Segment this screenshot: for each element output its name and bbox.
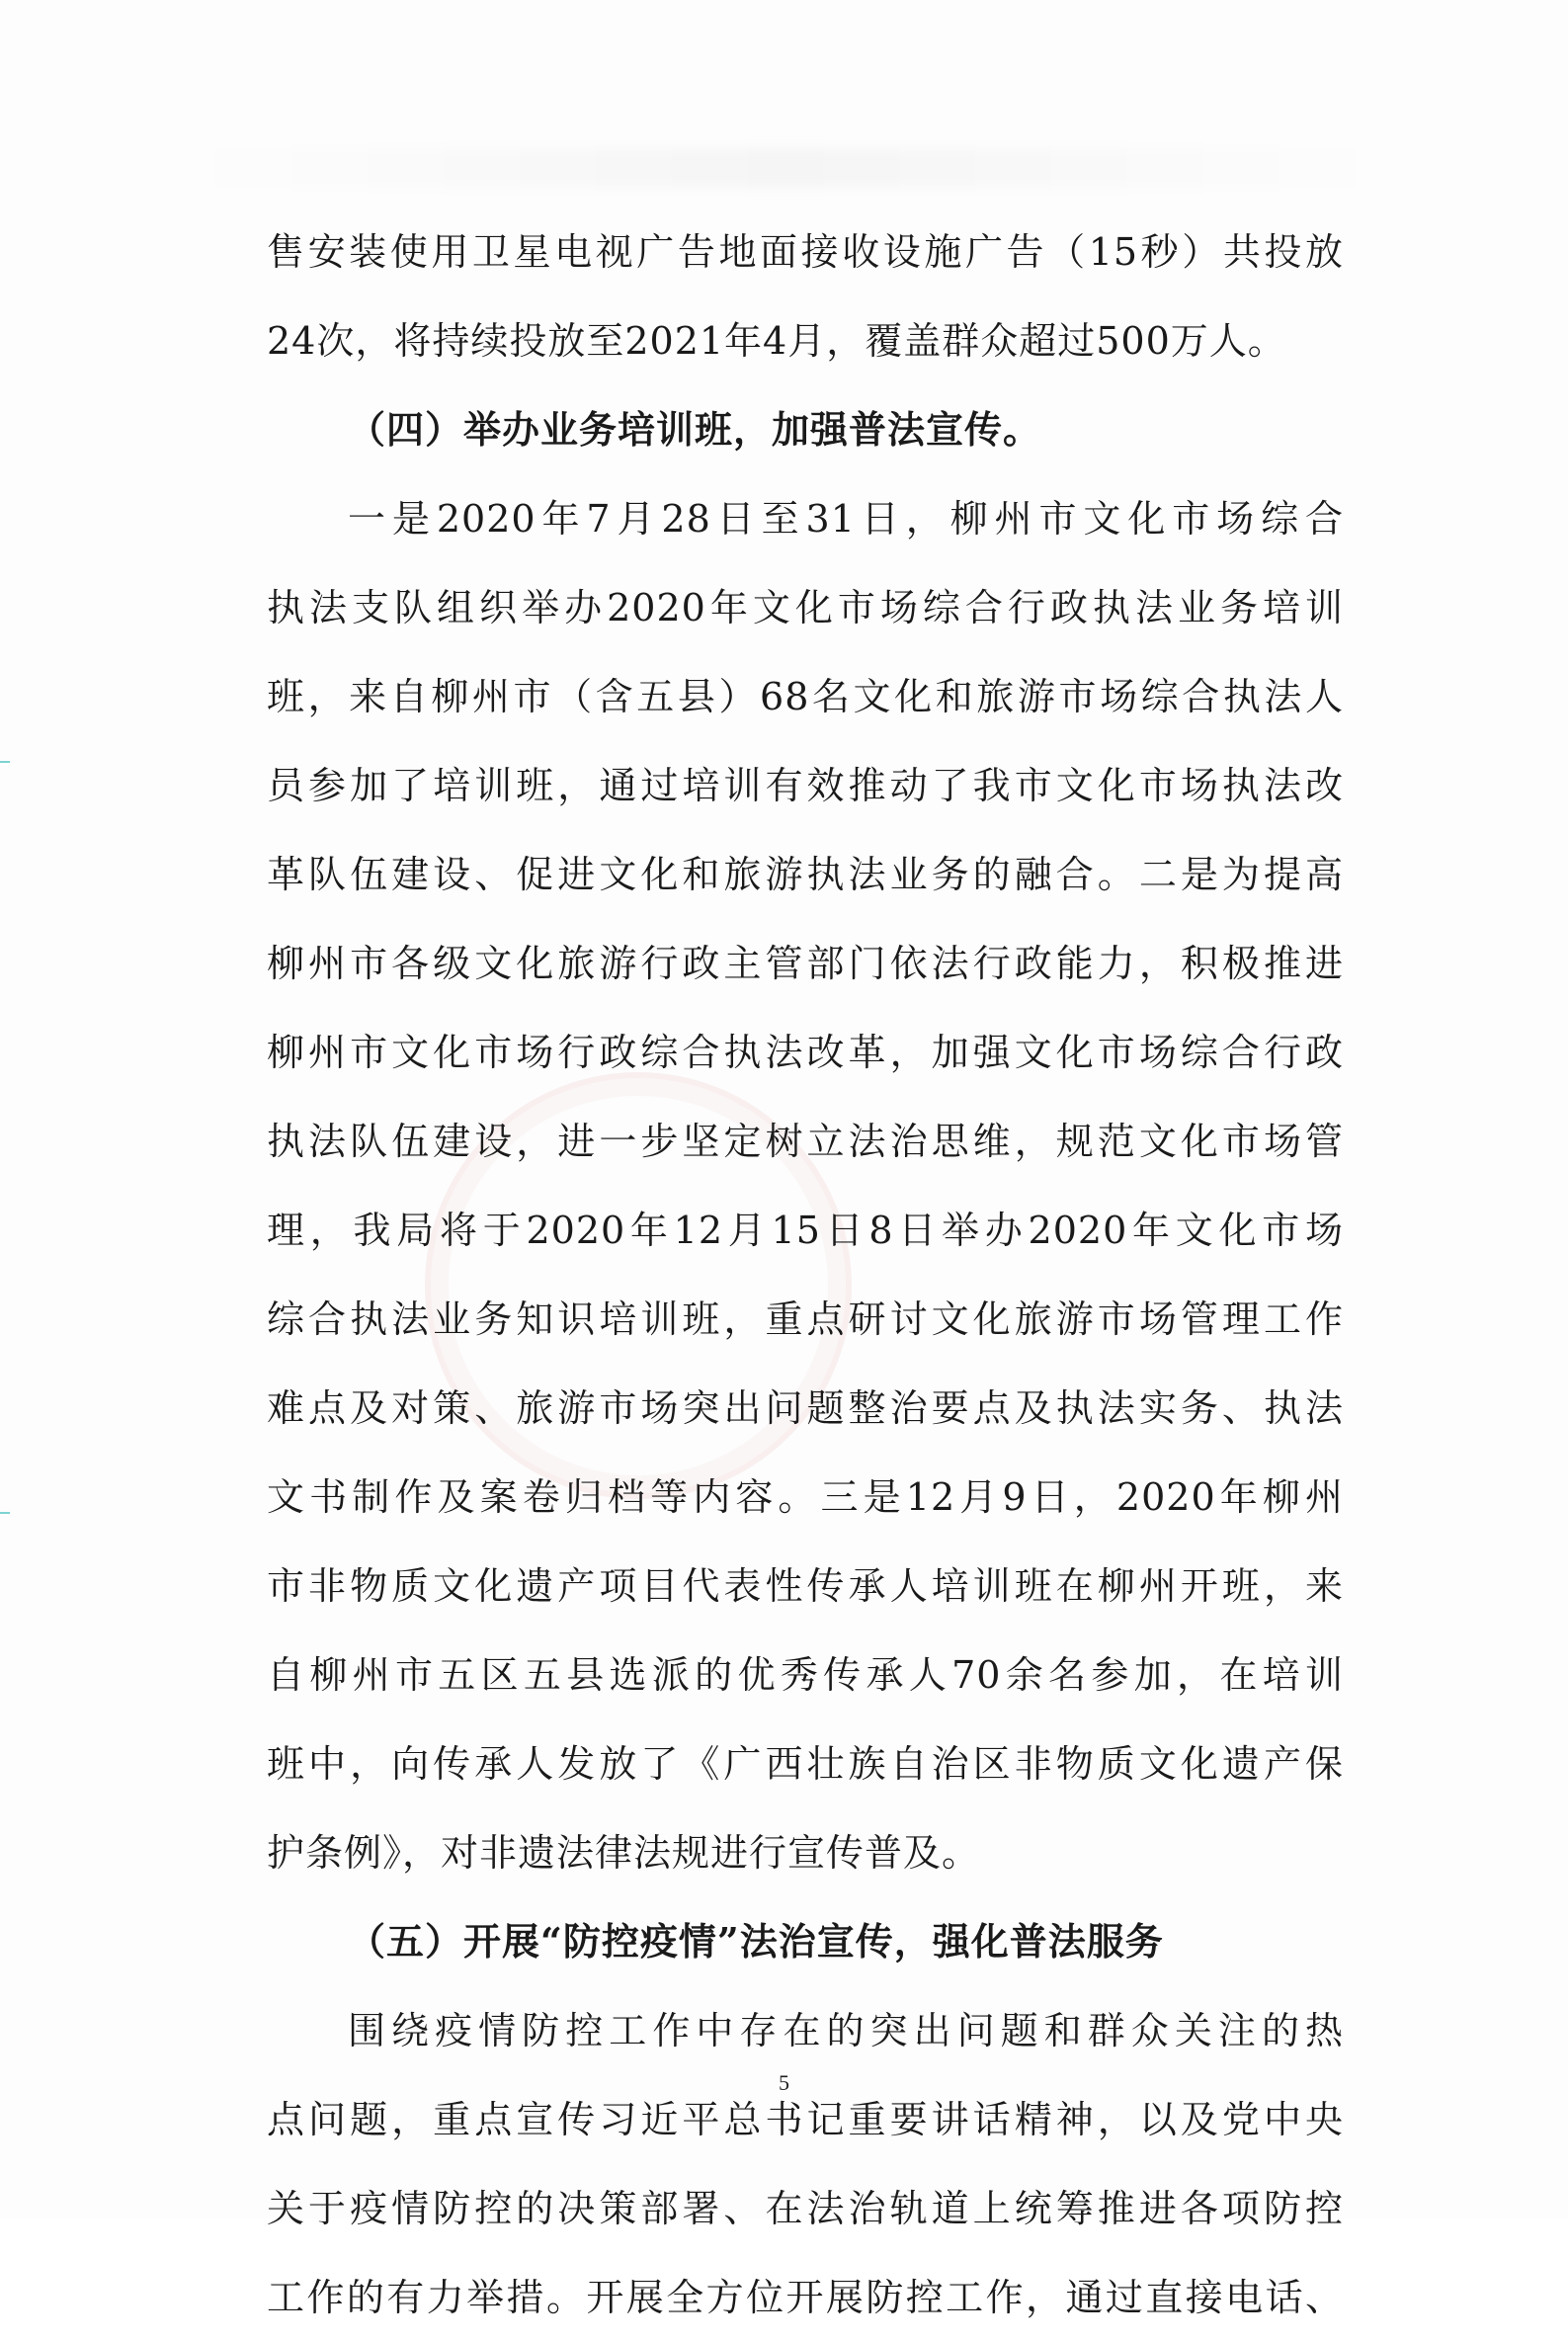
body-line: 文书制作及案卷归档等内容。三是12月9日，2020年柳州 [267, 1475, 1344, 1519]
paragraph-first-line: 围绕疫情防控工作中存在的突出问题和群众关注的热 [348, 2009, 1344, 2052]
body-line: 柳州市文化市场行政综合执法改革，加强文化市场综合行政 [267, 1031, 1344, 1074]
document-body [267, 208, 1344, 2342]
body-line: 护条例》，对非遗法律法规进行宣传普及。 [267, 1831, 981, 1875]
margin-mark [0, 1512, 10, 1514]
section-heading: （五）开展“防控疫情”法治宣传，强化普法服务 [348, 1919, 1164, 1964]
body-line: 员参加了培训班，通过培训有效推动了我市文化市场执法改 [267, 764, 1344, 807]
paragraph-first-line: 一是2020年7月28日至31日，柳州市文化市场综合 [348, 497, 1344, 541]
body-line: 工作的有力举措。开展全方位开展防控工作，通过直接电话、 [267, 2276, 1344, 2319]
section-heading: （四）举办业务培训班，加强普法宣传。 [348, 407, 1042, 452]
page-number: 5 [779, 2070, 789, 2095]
body-line: 综合执法业务知识培训班，重点研讨文化旅游市场管理工作 [267, 1297, 1344, 1341]
body-line: 执法队伍建设，进一步坚定树立法治思维，规范文化市场管 [267, 1120, 1344, 1163]
body-line: 24次，将持续投放至2021年4月，覆盖群众超过500万人。 [267, 319, 1286, 363]
scan-artifact [178, 148, 1393, 188]
body-line: 市非物质文化遗产项目代表性传承人培训班在柳州开班，来 [267, 1564, 1344, 1608]
body-line: 班，来自柳州市（含五县）68名文化和旅游市场综合执法人 [267, 675, 1344, 718]
body-line: 班中，向传承人发放了《广西壮族自治区非物质文化遗产保 [267, 1742, 1344, 1786]
body-line: 难点及对策、旅游市场突出问题整治要点及执法实务、执法 [267, 1386, 1344, 1430]
body-line: 柳州市各级文化旅游行政主管部门依法行政能力，积极推进 [267, 942, 1344, 985]
body-line: 执法支队组织举办2020年文化市场综合行政执法业务培训 [267, 586, 1344, 629]
body-line: 革队伍建设、促进文化和旅游执法业务的融合。二是为提高 [267, 853, 1344, 896]
margin-mark [0, 761, 10, 763]
body-line: 点问题，重点宣传习近平总书记重要讲话精神，以及党中央 [267, 2098, 1344, 2141]
body-line: 售安装使用卫星电视广告地面接收设施广告（15秒）共投放 [267, 230, 1344, 274]
body-line: 理，我局将于2020年12月15日8日举办2020年文化市场 [267, 1209, 1344, 1252]
body-line: 自柳州市五区五县选派的优秀传承人70余名参加，在培训 [267, 1653, 1344, 1697]
body-line: 关于疫情防控的决策部署、在法治轨道上统筹推进各项防控 [267, 2187, 1344, 2230]
